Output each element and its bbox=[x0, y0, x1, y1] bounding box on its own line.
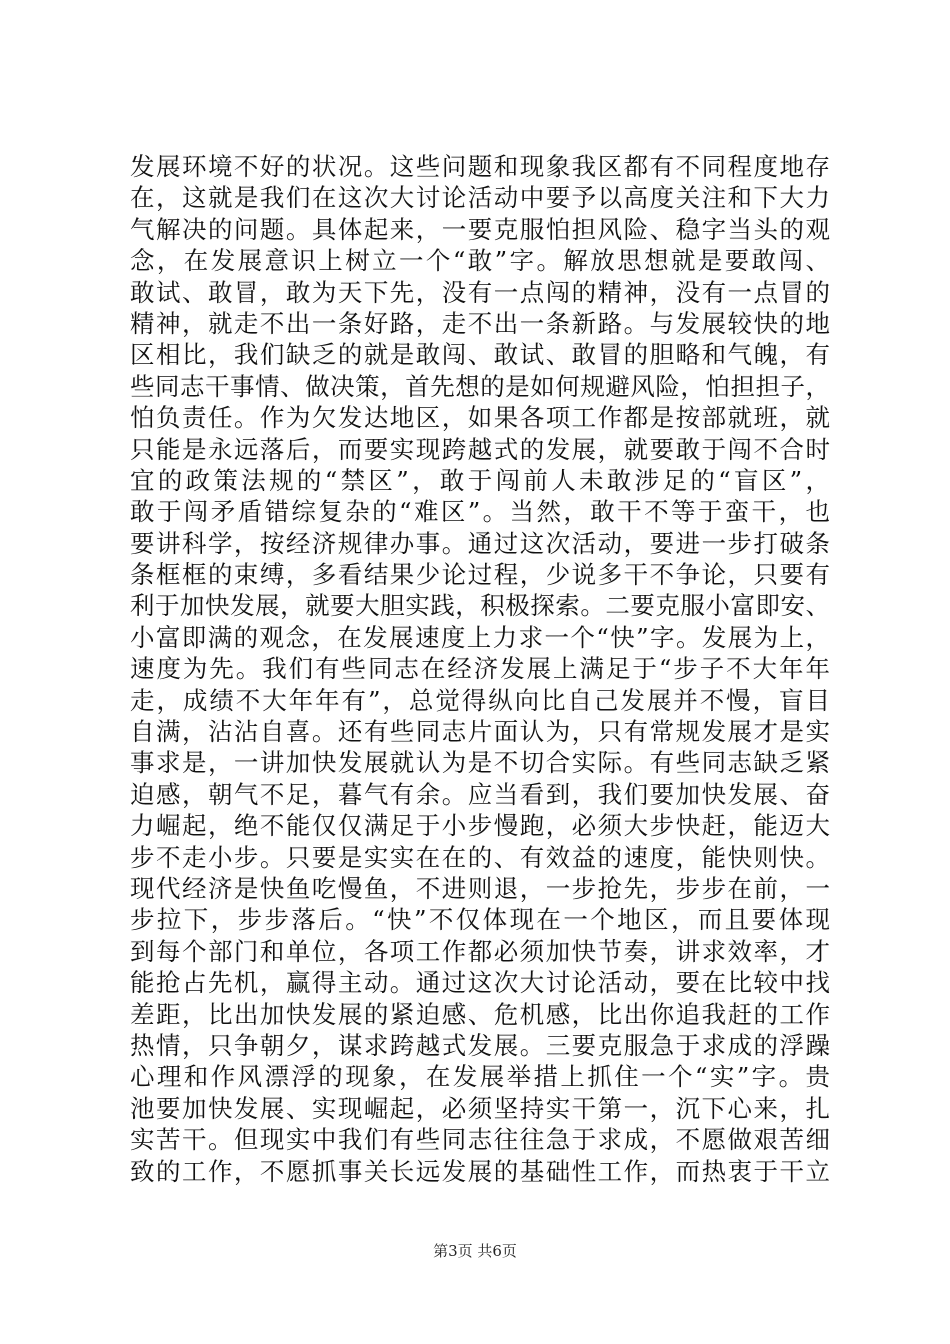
text-line: 自满，沾沾自喜。还有些同志片面认为，只有常规发展才是实 bbox=[130, 717, 830, 747]
text-line: 条框框的束缚，多看结果少论过程，少说多干不争论，只要有 bbox=[130, 560, 830, 590]
text-line: 宜的政策法规的“禁区”，敢于闯前人未敢涉足的“盲区”， bbox=[130, 465, 830, 495]
text-line: 致的工作，不愿抓事关长远发展的基础性工作，而热衷于干立 bbox=[130, 1156, 830, 1186]
page-footer: 第3页 共6页 bbox=[433, 1242, 517, 1260]
text-line: 发展环境不好的状况。这些问题和现象我区都有不同程度地存 bbox=[130, 152, 830, 181]
body-text bbox=[130, 151, 830, 1187]
text-line: 只能是永远落后，而要实现跨越式的发展，就要敢于闯不合时 bbox=[130, 434, 830, 464]
text-line: 要讲科学，按经济规律办事。通过这次活动，要进一步打破条 bbox=[130, 528, 830, 558]
text-line: 实苦干。但现实中我们有些同志往往急于求成，不愿做艰苦细 bbox=[130, 1125, 830, 1155]
text-line: 速度为先。我们有些同志在经济发展上满足于“步子不大年年 bbox=[130, 654, 830, 684]
text-line: 事求是，一讲加快发展就认为是不切合实际。有些同志缺乏紧 bbox=[130, 748, 830, 778]
text-line: 利于加快发展，就要大胆实践，积极探索。二要克服小富即安、 bbox=[130, 591, 830, 621]
text-line: 步拉下，步步落后。“快”不仅体现在一个地区，而且要体现 bbox=[130, 905, 830, 935]
text-line: 些同志干事情、做决策，首先想的是如何规避风险，怕担担子， bbox=[130, 371, 830, 401]
text-line: 气解决的问题。具体起来，一要克服怕担风险、稳字当头的观 bbox=[130, 214, 830, 244]
text-line: 敢于闯矛盾错综复杂的“难区”。当然，敢干不等于蛮干，也 bbox=[130, 497, 830, 527]
text-line: 念，在发展意识上树立一个“敢”字。解放思想就是要敢闯、 bbox=[130, 246, 830, 276]
text-line: 能抢占先机，赢得主动。通过这次大讨论活动，要在比较中找 bbox=[130, 968, 830, 998]
text-line: 步不走小步。只要是实实在在的、有效益的速度，能快则快。 bbox=[130, 842, 830, 872]
text-line: 在，这就是我们在这次大讨论活动中要予以高度关注和下大力 bbox=[130, 183, 830, 213]
text-line: 力崛起，绝不能仅仅满足于小步慢跑，必须大步快赶，能迈大 bbox=[130, 811, 830, 841]
text-line: 走，成绩不大年年有”，总觉得纵向比自己发展并不慢，盲目 bbox=[130, 685, 830, 715]
text-line: 到每个部门和单位，各项工作都必须加快节奏，讲求效率，才 bbox=[130, 936, 830, 966]
text-line: 池要加快发展、实现崛起，必须坚持实干第一，沉下心来，扎 bbox=[130, 1093, 830, 1123]
text-line: 区相比，我们缺乏的就是敢闯、敢试、敢冒的胆略和气魄，有 bbox=[130, 340, 830, 370]
text-line: 敢试、敢冒，敢为天下先，没有一点闯的精神，没有一点冒的 bbox=[130, 277, 830, 307]
text-line: 怕负责任。作为欠发达地区，如果各项工作都是按部就班，就 bbox=[130, 403, 830, 433]
text-line: 精神，就走不出一条好路，走不出一条新路。与发展较快的地 bbox=[130, 308, 830, 338]
text-line: 现代经济是快鱼吃慢鱼，不进则退，一步抢先，步步在前，一 bbox=[130, 873, 830, 903]
text-line: 小富即满的观念，在发展速度上力求一个“快”字。发展为上， bbox=[130, 622, 830, 652]
text-line: 心理和作风漂浮的现象，在发展举措上抓住一个“实”字。贵 bbox=[130, 1062, 830, 1092]
text-line: 差距，比出加快发展的紧迫感、危机感，比出你追我赶的工作 bbox=[130, 999, 830, 1029]
text-line: 热情，只争朝夕，谋求跨越式发展。三要克服急于求成的浮躁 bbox=[130, 1030, 830, 1060]
text-line: 迫感，朝气不足，暮气有余。应当看到，我们要加快发展、奋 bbox=[130, 779, 830, 809]
